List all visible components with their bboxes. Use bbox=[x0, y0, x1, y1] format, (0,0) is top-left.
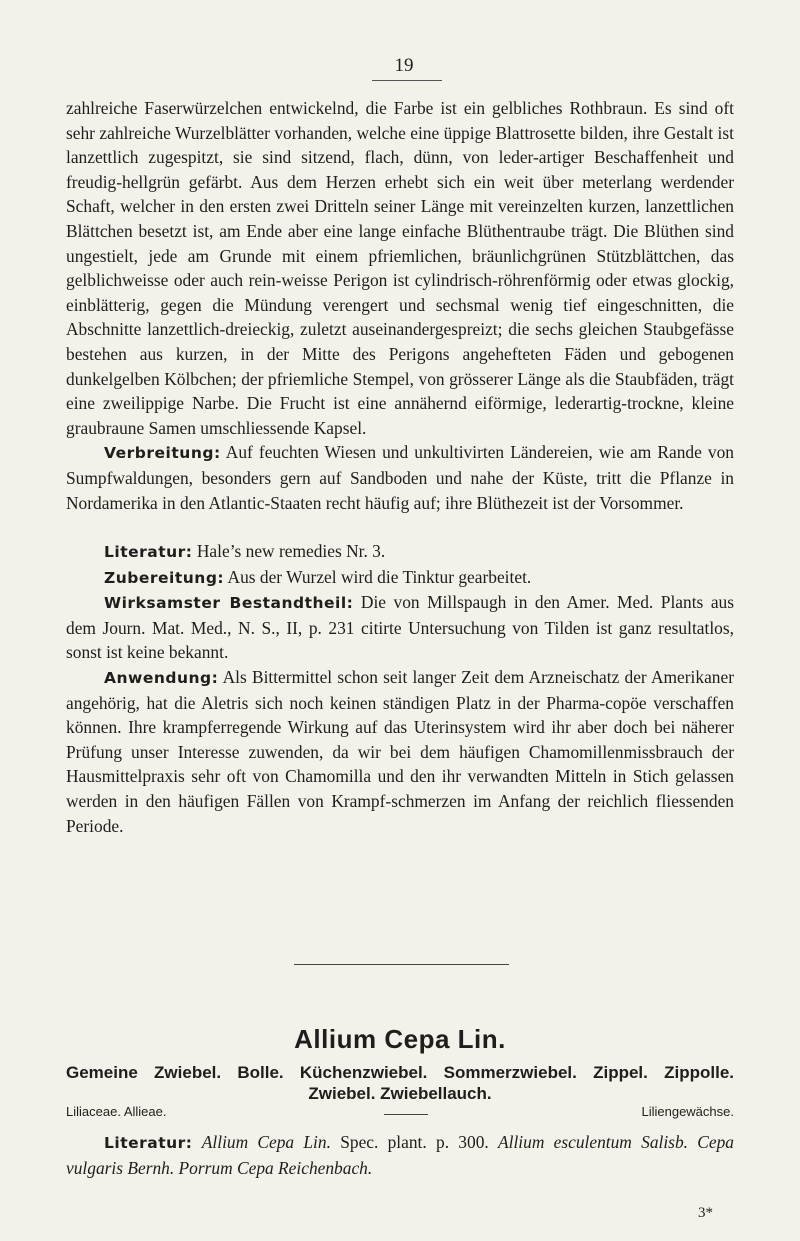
section-zubereitung bbox=[66, 565, 734, 591]
latin-name: Allium Cepa Lin. bbox=[201, 1132, 331, 1152]
section-label: Zubereitung: bbox=[104, 568, 225, 587]
common-names-line1: Gemeine Zwiebel. Bolle. Küchenzwiebel. Sommerzwiebel. Zippel. Zippolle. bbox=[66, 1063, 734, 1082]
section-separator bbox=[294, 964, 509, 965]
section-label: Verbreitung: bbox=[104, 444, 221, 463]
section-literatur bbox=[66, 539, 734, 565]
section-bestandtheil bbox=[66, 590, 734, 665]
page-number: 19 bbox=[394, 55, 414, 76]
section-label: Anwendung: bbox=[104, 669, 219, 688]
page-number-rule bbox=[372, 80, 442, 81]
family-rule bbox=[384, 1114, 428, 1115]
body-text bbox=[66, 96, 734, 838]
plant-heading: Allium Cepa Lin. bbox=[294, 1024, 506, 1054]
section-text: Auf feuchten Wiesen und unkultivirten Ländereien, wie am Rande von Sumpfwaldungen, besonders gern auf Sandboden und nahe der Küste, tritt die Pflanze in Nordamerika in den Atlantic-Staaten recht häufig auf; ihre Blüthezeit ist der Vorsommer. bbox=[66, 442, 734, 513]
section-text: Aus der Wurzel wird die Tinktur gearbeitet. bbox=[224, 566, 532, 587]
section-text: Hale’s new remedies Nr. 3. bbox=[192, 541, 386, 562]
description-paragraph: zahlreiche Faserwürzelchen entwickelnd, die Farbe ist ein gelbliches Rothbraun. Es sind oft sehr zahlreiche Wurzelblätter vorhanden, welche eine üppige Blattrosette bilden, ihre Gestalt ist lanzettlich zugespitzt, sie sind sitzend, flach, dünn, von leder-artiger Beschaffenheit und freudig-hellgrün gefärbt. Aus dem Herzen erhebt sich ein weit über meterlang werdender Schaft, welcher in den ersten zwei Dritteln seiner Länge mit vereinzelten kurzen, lanzettlichen Blättchen besetzt ist, am Ende aber eine lange einfache Blüthentraube trägt. Die Blüthen sind ungestielt, jede am Grunde mit einem pfriemlichen, bräunlichgrünen Stützblättchen, das gelblichweisse oder auch rein-weisse Perigon ist cylindrisch-röhrenförmig oder etwas glockig, einblätterig, gegen die Mündung verengert und sechsmal wenig tief eingeschnitten, die Abschnitte lanzettlich-dreieckig, zuletzt auseinandergespreizt; die sechs gleichen Staubgefässe bestehen aus kurzen, in der Mitte des Perigons angehefteten Fäden und gebogenen dunkelgelben Kölbchen; der pfriemliche Stempel, von grösserer Länge als die Staubfäden, trägt eine zweilippige Narbe. Die Frucht ist eine annähernd eiförmige, lederartig-trockne, kleine graubraune Samen umschliessende Kapsel. bbox=[66, 98, 734, 438]
section-anwendung bbox=[66, 665, 734, 838]
family-latin: Liliaceae. Allieae. bbox=[66, 1104, 167, 1119]
section-label: Wirksamster Bestandtheil: bbox=[104, 594, 354, 613]
latin-synonyms: Allium esculentum Salisb. Cepa vulgaris Bernh. Porrum Cepa Reichenbach. bbox=[66, 1132, 734, 1178]
signature-mark: 3* bbox=[698, 1205, 713, 1221]
section-label: Literatur: bbox=[104, 543, 193, 562]
literature-paragraph: Literatur: Allium Cepa Lin. Spec. plant. p. 300. Allium esculentum Salisb. Cepa vulgaris Bernh. Porrum Cepa Reichenbach. bbox=[66, 1132, 734, 1178]
family-row bbox=[66, 1104, 734, 1119]
common-names-line2: Zwiebel. Zwiebellauch. bbox=[308, 1084, 492, 1103]
section-text: Die von Millspaugh in den Amer. Med. Plants aus dem Journ. Mat. Med., N. S., II, p. 231 citirte Untersuchung von Tilden ist ganz resultatlos, sonst ist keine bekannt. bbox=[66, 592, 735, 663]
section-label: Literatur: bbox=[104, 1134, 193, 1152]
section-text: Als Bittermittel schon seit langer Zeit dem Arzneischatz der Amerikaner angehörig, hat die Aletris sich noch keinen ständigen Platz in der Pharma-copöe verschaffen können. Ihre krampferregende Wirkung auf das Uterinsystem wird ihr aber doch bei näherer Prüfung unser Interesse zuwenden, da wir bei dem häufigen Chamomillenmissbrauch der Hausmittelpraxis sehr oft von Chamomilla und den ihr verwandten Mitteln in Stich gelassen werden in den häufigen Fällen von Krampf-schmerzen im Anfang der reichlich fliessenden Periode. bbox=[66, 667, 734, 836]
literature-block bbox=[66, 1130, 734, 1180]
family-german: Liliengewächse. bbox=[641, 1104, 734, 1119]
section-verbreitung bbox=[66, 440, 734, 515]
